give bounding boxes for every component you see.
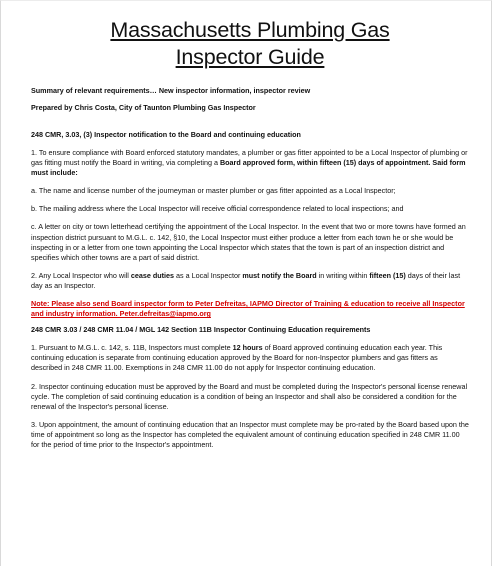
section1-item-b: b. The mailing address where the Local Inspector will receive official correspondence related to local inspections; and xyxy=(31,204,404,214)
s1p2-b2: must notify the Board xyxy=(242,270,317,280)
s1p2-a: 2. Any Local Inspector who will xyxy=(31,270,131,280)
s1p2-c: as a Local Inspector xyxy=(174,270,243,280)
s1p2-b3: fifteen (15) xyxy=(369,270,406,280)
section1-item-c: c. A letter on city or town letterhead certifying the appointment of the Local Inspector. In the event that two or more towns have formed an inspection district pursuant to M.G.L. c. 142, §10, the Local Inspector must either produce a letter from each town he or she would be inspecting in or a letter from one town appointing the Local Inspector which states that the town is part of an inspection district and specifies which other towns are a part of said district. xyxy=(31,222,466,262)
prepared-by-line: Prepared by Chris Costa, City of Taunton Plumbing Gas Inspector xyxy=(31,103,256,112)
section2-paragraph-2: 2. Inspector continuing education must be approved by the Board and must be completed during the Inspector's personal license renewal cycle. The completion of said continuing education is a condition of being an Inspector and shall also be considered a condition for the renewal of the Inspector's personal license. xyxy=(31,381,468,411)
section1-heading: 248 CMR, 3.03, (3) Inspector notification to the Board and continuing education xyxy=(31,130,301,139)
title-line-2: Inspector Guide xyxy=(175,45,325,69)
title-line-1: Massachusetts Plumbing Gas xyxy=(110,18,390,42)
s1p2-e: days of their last day as an Inspector. xyxy=(31,270,461,290)
intro-block xyxy=(31,86,469,113)
section1-p1-text: 1. To ensure compliance with Board enforced statutory mandates, a plumber or gas fitter appointed to be a Local Inspector of plumbing or gas fitting must notify the Board in writing, via completing a xyxy=(31,148,468,168)
section1-p1-bold: Board approved form, within fifteen (15) days of appointment. Said form must include: xyxy=(31,158,466,178)
note-red: Note: Please also send Board inspector form to Peter Defreitas, IAPMO Director of Training & education to receive all Inspector and industry information. Peter.defreitas@iapmo.org xyxy=(31,299,465,319)
section1-paragraph-1 xyxy=(31,148,469,178)
document-title xyxy=(31,17,469,71)
section2-paragraph-1 xyxy=(31,343,469,373)
summary-line: Summary of relevant requirements… New inspector information, inspector review xyxy=(31,86,311,95)
section1-item-a: a. The name and license number of the journeyman or master plumber or gas fitter appointed as a Local Inspector; xyxy=(31,186,396,196)
s1p2-d: in writing within xyxy=(316,270,370,280)
section2-paragraph-3: 3. Upon appointment, the amount of continuing education that an Inspector must complete may be pro-rated by the Board based upon the time of appointment so long as the Inspector has completed the equivalent amount of continuing education specified in 248 CMR 11.00 for the period of time prior to the Inspector's appointment. xyxy=(31,419,469,449)
section1-paragraph-2 xyxy=(31,271,469,291)
s2p1-a: 1. Pursuant to M.G.L. c. 142, s. 11B, Inspectors must complete xyxy=(31,343,233,353)
s2p1-b: of Board approved continuing education each year. This continuing education is separate from continuing education approved by the Board for non-Inspector plumbers and gas fitters as described in 248 CMR 11.00. Exemptions in 248 CMR 11.00 do not apply for Inspector continuing education. xyxy=(31,343,443,373)
s1p2-b1: cease duties xyxy=(130,270,175,280)
s2p1-bold: 12 hours xyxy=(232,343,263,353)
section2-heading: 248 CMR 3.03 / 248 CMR 11.04 / MGL 142 Section 11B Inspector Continuing Education requirements xyxy=(31,325,371,335)
